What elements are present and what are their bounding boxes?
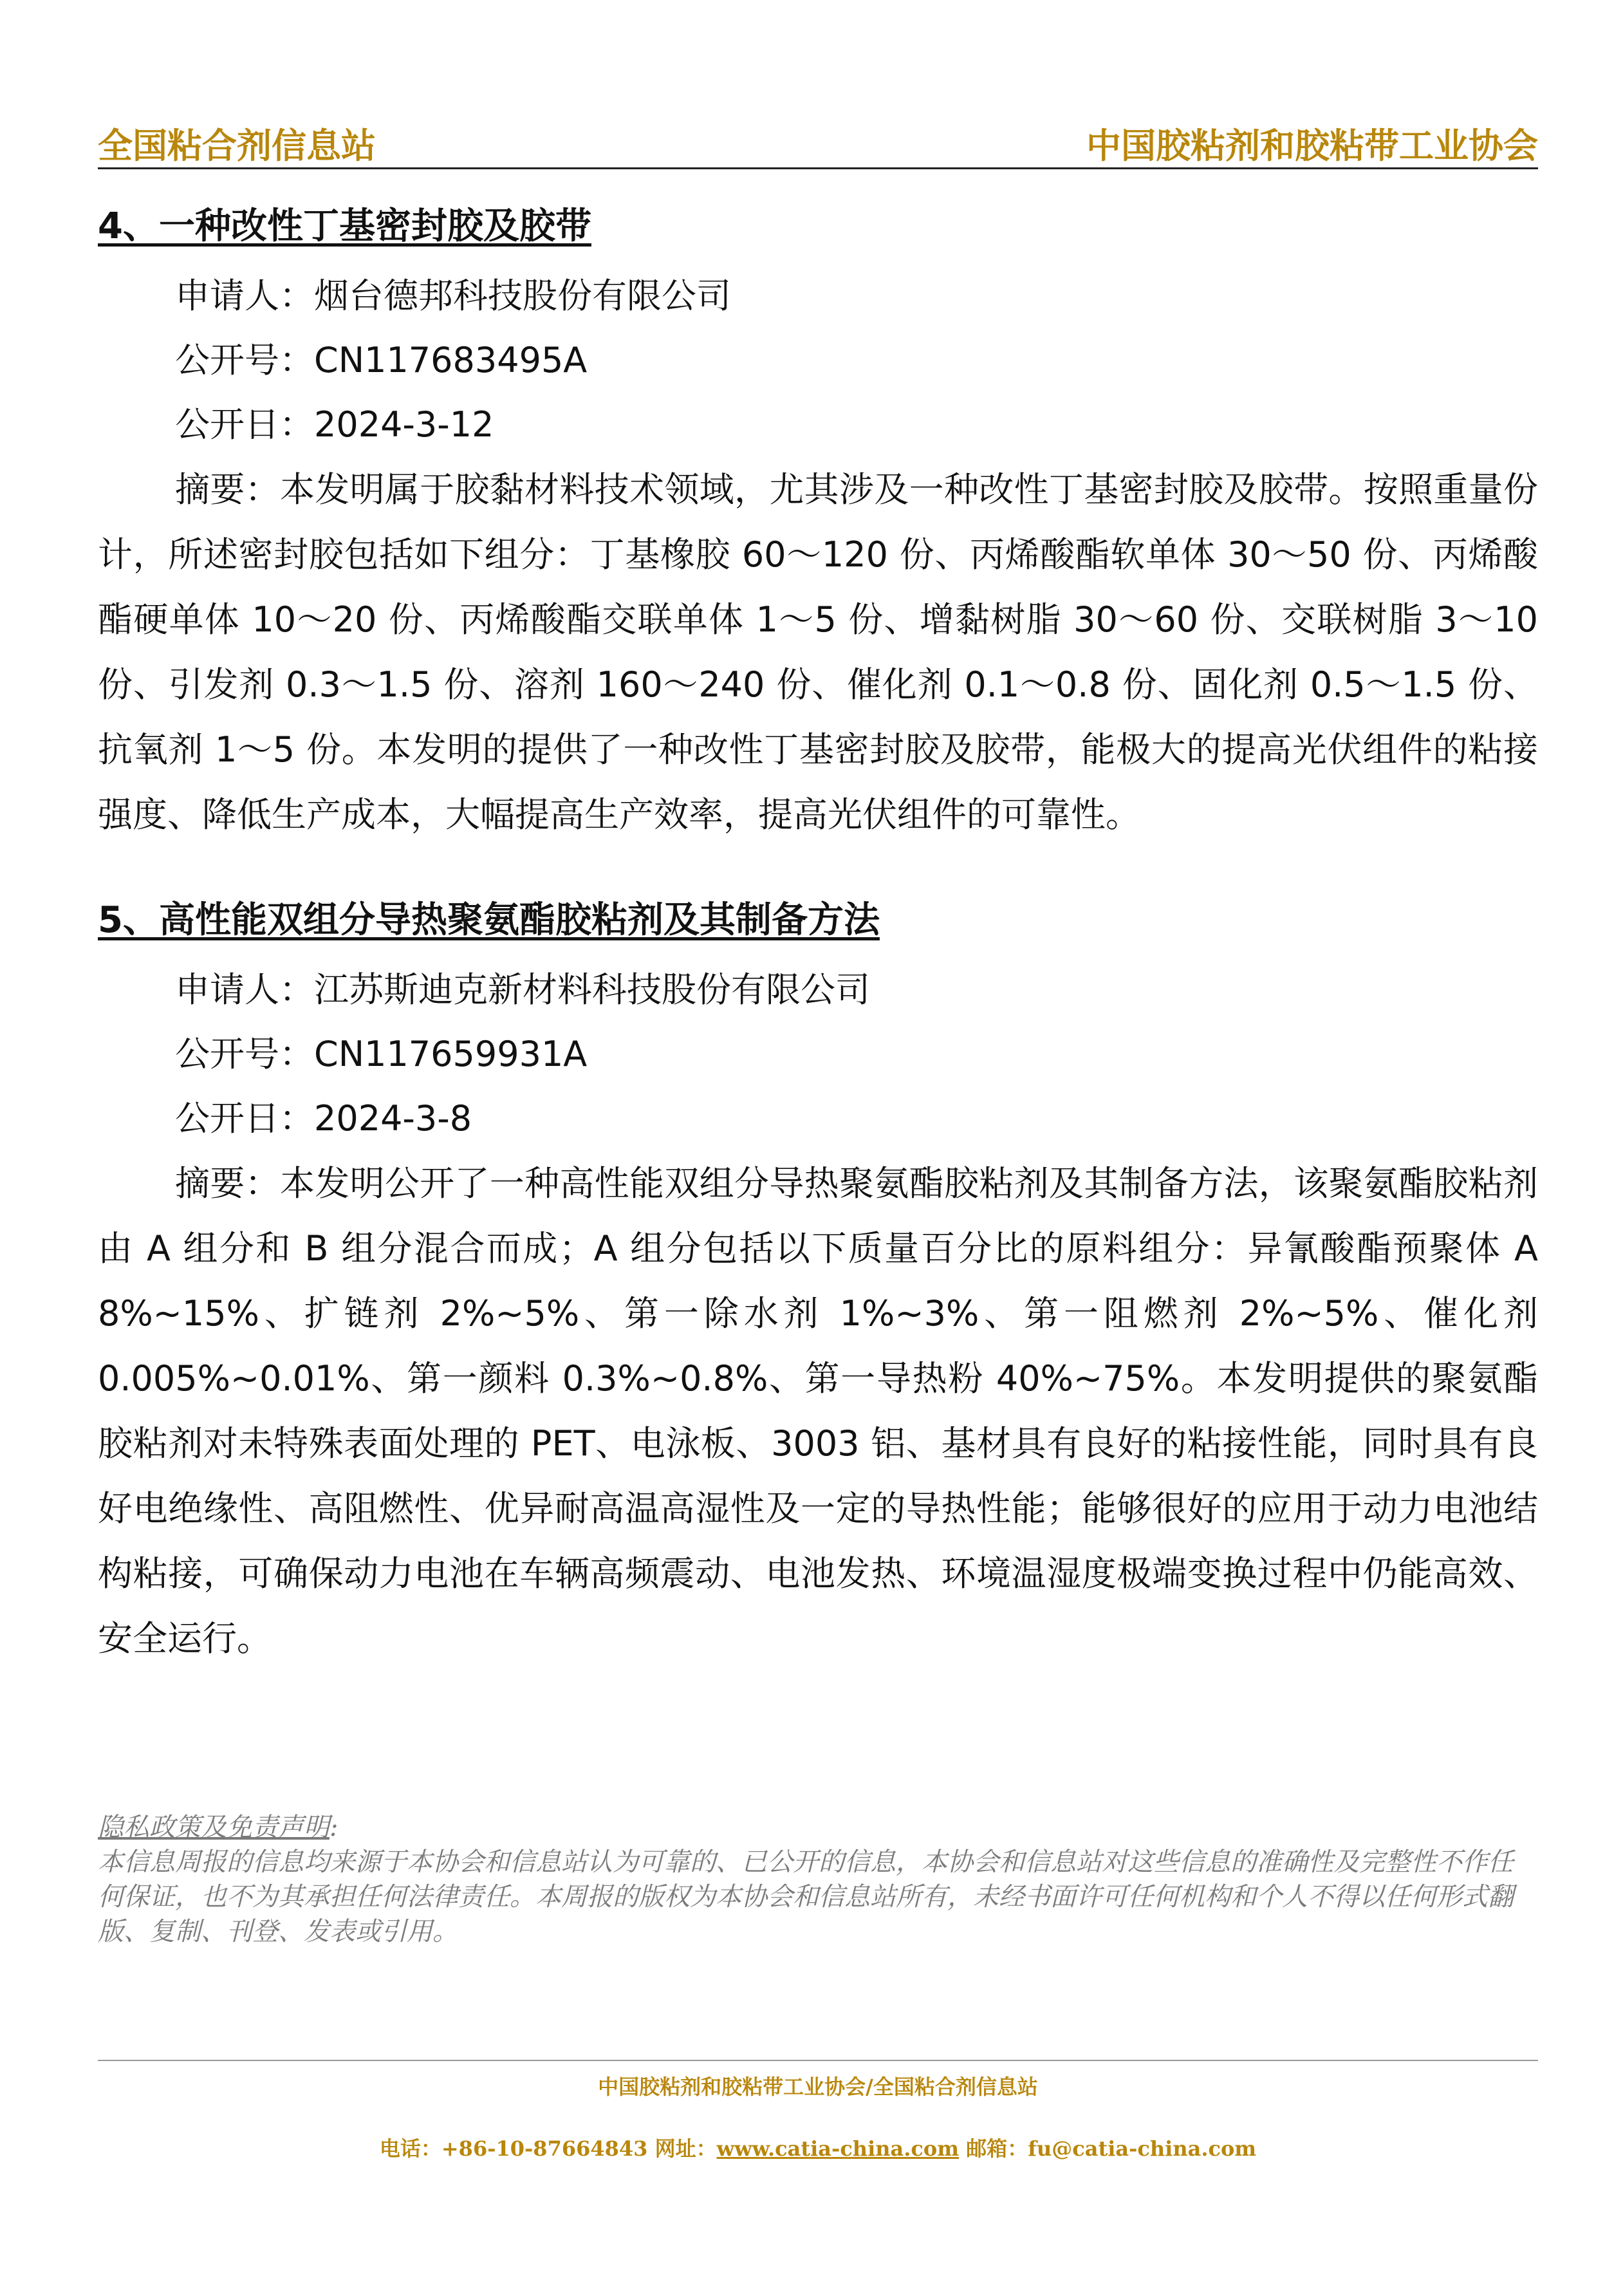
patent-abstract: 摘要：本发明公开了一种高性能双组分导热聚氨酯胶粘剂及其制备方法，该聚氨酯胶粘剂由 A 组分和 B 组分混合而成；A 组分包括以下质量百分比的原料组分：异氰酸酯预聚体 A 8%~15%、扩链剂 2%~5%、第一除水剂 1%~3%、第一阻燃剂 2%~5%、催化剂 0.005%~0.01%、第一颜料 0.3%~0.8%、第一导热粉 40%~75%。本发明提供的聚氨酯胶粘剂对未特殊表面处理的 PET、电泳板、3003 铝、基材具有良好的粘接性能，同时具有良好电绝缘性、高阻燃性、优异耐高温高湿性及一定的导热性能；能够很好的应用于动力电池结构粘接，可确保动力电池在车辆高频震动、电池发热、环境温湿度极端变换过程中仍能高效、安全运行。 <box>98 1163 1538 1659</box>
footer-website-link[interactable]: www.catia-china.com <box>716 2136 960 2161</box>
patent-title: 4、一种改性丁基密封胶及胶带 <box>98 205 591 247</box>
disclaimer-heading <box>98 1810 1538 1845</box>
header-left-title: 全国粘合剂信息站 <box>98 126 376 166</box>
patent-publication-number: 公开号：CN117659931A <box>175 1034 588 1074</box>
patent-applicant: 申请人：烟台德邦科技股份有限公司 <box>175 275 731 316</box>
footer-phone: +86-10-87664843 <box>441 2136 648 2161</box>
footer-organization: 中国胶粘剂和胶粘带工业协会/全国粘合剂信息站 <box>598 2075 1038 2099</box>
patent-publication-date: 公开日：2024-3-12 <box>175 404 494 445</box>
footer-phone-label: 电话： <box>379 2136 441 2161</box>
patent-abstract: 摘要：本发明属于胶黏材料技术领域，尤其涉及一种改性丁基密封胶及胶带。按照重量份计，所述密封胶包括如下组分：丁基橡胶 60～120 份、丙烯酸酯软单体 30～50 份、丙烯酸酯硬单体 10～20 份、丙烯酸酯交联单体 1～5 份、增黏树脂 30～60 份、交联树脂 3～10 份、引发剂 0.3～1.5 份、溶剂 160～240 份、催化剂 0.1～0.8 份、固化剂 0.5～1.5 份、抗氧剂 1～5 份。本发明的提供了一种改性丁基密封胶及胶带，能极大的提高光伏组件的粘接强度、降低生产成本，大幅提高生产效率，提高光伏组件的可靠性。 <box>98 469 1538 835</box>
page-header <box>98 116 1538 169</box>
footer-divider <box>98 2060 1538 2061</box>
patent-entry-5 <box>98 893 1538 1671</box>
disclaimer-title: 隐私政策及免责声明 <box>98 1813 329 1842</box>
disclaimer <box>98 1810 1538 1949</box>
disclaimer-text: 本信息周报的信息均来源于本协会和信息站认为可靠的、已公开的信息，本协会和信息站对这些信息的准确性及完整性不作任何保证，也不为其承担任何法律责任。本周报的版权为本协会和信息站所有，未经书面许可任何机构和个人不得以任何形式翻版、复制、刊登、发表或引用。 <box>98 1847 1514 1946</box>
main-content <box>98 200 1538 1671</box>
footer-contact <box>98 2129 1538 2168</box>
footer-email-label: 邮箱： <box>966 2136 1028 2161</box>
patent-publication-number: 公开号：CN117683495A <box>175 340 588 380</box>
footer-web-label: 网址： <box>654 2136 717 2161</box>
patent-title: 5、高性能双组分导热聚氨酯胶粘剂及其制备方法 <box>98 899 880 941</box>
page-footer <box>98 2067 1538 2168</box>
patent-applicant: 申请人：江苏斯迪克新材料科技股份有限公司 <box>175 969 870 1010</box>
patent-publication-date: 公开日：2024-3-8 <box>175 1098 472 1139</box>
header-right-title: 中国胶粘剂和胶粘带工业协会 <box>1086 126 1538 166</box>
patent-entry-4 <box>98 200 1538 847</box>
disclaimer-colon: : <box>329 1813 339 1842</box>
footer-email[interactable]: fu@catia-china.com <box>1028 2136 1257 2161</box>
